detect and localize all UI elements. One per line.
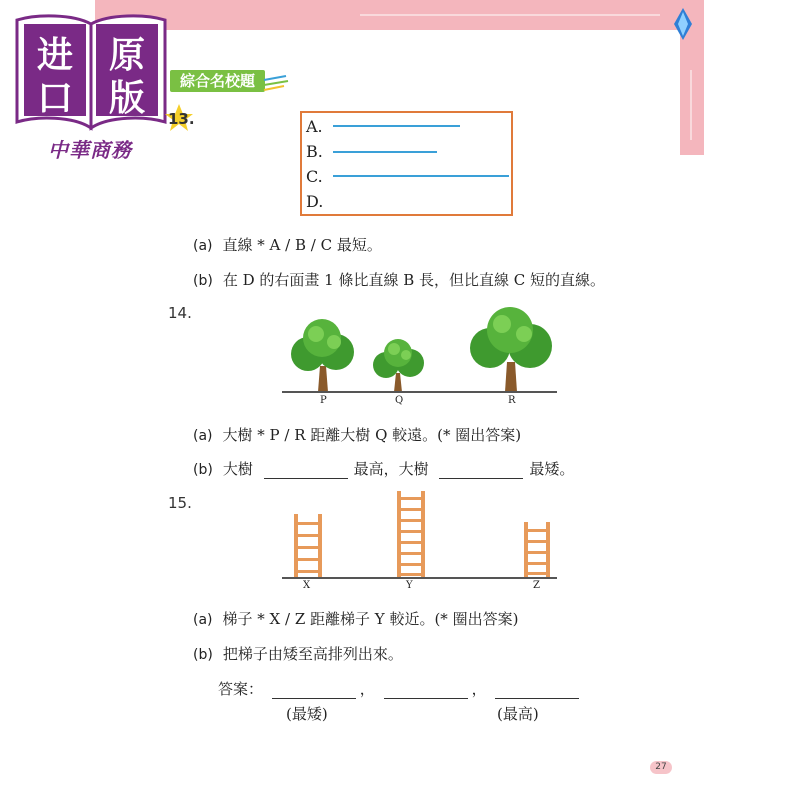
q13-a-text: 直線 * A / B / C 最短。 [222, 236, 382, 254]
diamond-icon [674, 8, 692, 40]
tree-r [468, 306, 554, 392]
question-15-number: 15. [168, 494, 192, 512]
answer-comma-1: ， [359, 680, 375, 698]
tree-q [370, 337, 426, 392]
answer-blank-shortest-tree[interactable] [439, 462, 523, 479]
logo-char-2: 原 [108, 35, 146, 76]
line-label-a: A. [306, 117, 323, 136]
answer-blank-3[interactable] [495, 682, 579, 699]
line-label-d: D. [306, 192, 324, 211]
q14-part-b [193, 458, 574, 479]
line-a [333, 125, 460, 127]
q13-b-mark: (b) [193, 273, 213, 289]
q14-b-text-3: 最矮。 [529, 460, 575, 478]
q15-b-text: 把梯子由矮至高排列出來。 [222, 645, 403, 663]
pencil-icon [262, 72, 290, 94]
q13-part-a [193, 234, 382, 255]
q15-b-mark: (b) [193, 647, 213, 663]
ladder-y [395, 491, 427, 578]
q14-b-text-2: 最高，大樹 [353, 460, 429, 478]
page-number: 27 [650, 761, 672, 774]
q13-b-text: 在 D 的右面畫 1 條比直線 B 長，但比直線 C 短的直線。 [222, 271, 606, 289]
q14-b-text-1: 大樹 [222, 460, 253, 478]
answer-blank-tallest-tree[interactable] [264, 462, 348, 479]
question-14-number: 14. [168, 304, 192, 322]
logo-char-4: 版 [108, 78, 146, 119]
ground-line-ladders [282, 577, 557, 579]
ladder-z [522, 522, 552, 578]
line-label-c: C. [306, 167, 323, 186]
q14-a-text: 大樹 * P / R 距離大樹 Q 較遠。(* 圈出答案) [222, 426, 522, 444]
publisher-name: 中華商務 [48, 138, 132, 162]
answer-blank-1[interactable] [272, 682, 356, 699]
q14-b-mark: (b) [193, 462, 213, 478]
q14-a-mark: (a) [193, 428, 213, 444]
publisher-logo [15, 12, 167, 132]
tallest-caption: (最高) [497, 705, 539, 723]
q13-part-b [193, 269, 605, 290]
q15-part-a [193, 608, 518, 629]
answer-blank-2[interactable] [384, 682, 468, 699]
answer-comma-2: ， [471, 680, 487, 698]
q14-part-a [193, 424, 521, 445]
answer-label: 答案： [218, 680, 264, 698]
shortest-caption: (最矮) [286, 705, 328, 723]
ladder-x [292, 514, 324, 578]
tree-p [288, 318, 358, 392]
ladder-label-y: Y [406, 580, 413, 591]
q15-answer-row [218, 678, 583, 699]
section-tag: 綜合名校題 [170, 70, 265, 92]
logo-char-1: 进 [36, 35, 74, 76]
q13-a-mark: (a) [193, 238, 213, 254]
ground-line-trees [282, 391, 557, 393]
ladder-label-x: X [303, 580, 311, 591]
q15-a-text: 梯子 * X / Z 距離梯子 Y 較近。(* 圈出答案) [222, 610, 519, 628]
tree-label-r: R [508, 395, 516, 406]
line-label-b: B. [306, 142, 323, 161]
q15-part-b [193, 643, 403, 664]
line-b [333, 151, 437, 153]
top-decor-line [360, 14, 660, 16]
tree-label-q: Q [395, 395, 404, 406]
right-decor-line [690, 70, 692, 140]
question-13-number: 13. [168, 110, 195, 128]
ladder-label-z: Z [533, 580, 540, 591]
tree-label-p: P [320, 395, 327, 406]
q15-a-mark: (a) [193, 612, 213, 628]
logo-char-3: 口 [36, 78, 74, 119]
line-c [333, 175, 509, 177]
